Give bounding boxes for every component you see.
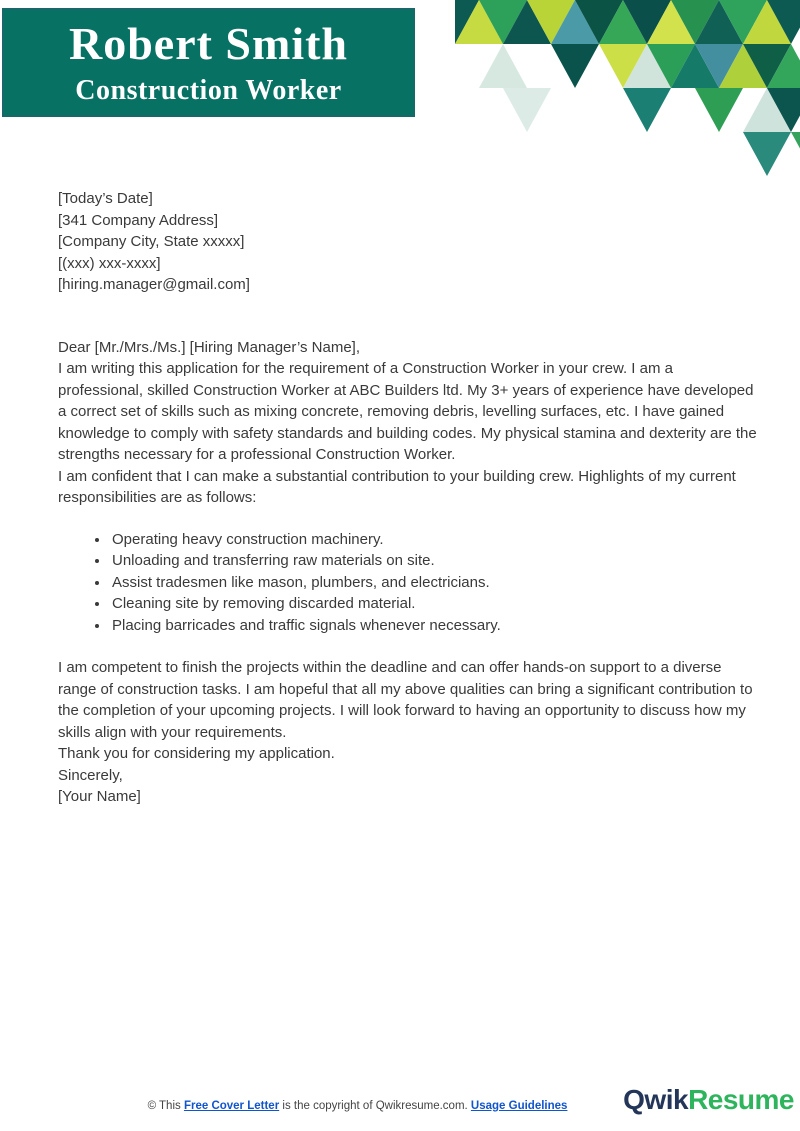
date-placeholder: [Today’s Date] [58, 190, 153, 207]
list-item: • Operating heavy construction machinery. [110, 529, 760, 551]
candidate-job-title: Construction Worker [75, 75, 342, 106]
list-item: • Placing barricades and traffic signals whenever necessary. [110, 615, 760, 637]
closing-word: Sincerely, [58, 766, 123, 784]
list-item: • Assist tradesmen like mason, plumbers, and electricians. [110, 572, 760, 594]
triangle-pattern-graphic [455, 0, 800, 176]
address-line-4: [hiring.manager@gmail.com] [58, 276, 250, 293]
copyright-middle-text: is the copyright of Qwikresume.com. [279, 1100, 471, 1112]
paragraph-introduction: I am writing this application for the requirement of a Construction Worker in your crew. I am a professional, skilled Construction Worker at ABC Builders ltd. My 3+ years of experience have developed a correct set of skills such as mixing concrete, removing debris, levelling surfaces, etc. I have gained knowledge to comply with safety standards and building codes. My physical stamina and dexterity are the strengths necessary for a professional Construction Worker. [58, 360, 757, 463]
logo-text-resume: Resume [688, 1084, 794, 1115]
header-banner [2, 8, 415, 117]
address-line-3: [(xxx) xxx-xxxx] [58, 254, 161, 272]
list-item: • Unloading and transferring raw materials on site. [110, 550, 760, 572]
address-line-2: [Company City, State xxxxx] [58, 233, 245, 250]
qwikresume-logo [623, 1084, 794, 1116]
paragraph-highlights-intro: I am confident that I can make a substantial contribution to your building crew. Highlights of my current responsibilities are as follows: [58, 467, 736, 506]
signature-block [58, 765, 760, 808]
list-item: • Cleaning site by removing discarded material. [110, 593, 760, 615]
signature-placeholder: [Your Name] [58, 788, 141, 805]
copyright-prefix-text: © This [147, 1100, 184, 1112]
recipient-address-block [58, 210, 760, 296]
candidate-name: Robert Smith [68, 18, 349, 69]
free-cover-letter-link[interactable]: Free Cover Letter [183, 1100, 280, 1112]
salutation: Dear [Mr./Mrs./Ms.] [Hiring Manager’s Name], [58, 338, 361, 356]
logo-text-qwik: Qwik [623, 1084, 689, 1115]
copyright-line [0, 1100, 715, 1112]
letter-body [58, 188, 760, 808]
thank-you-line: Thank you for considering my application. [58, 745, 335, 762]
address-line-1: [341 Company Address] [58, 211, 219, 229]
usage-guidelines-link[interactable]: Usage Guidelines [470, 1100, 568, 1112]
responsibilities-list [58, 529, 760, 637]
paragraph-closing-pitch: I am competent to finish the projects within the deadline and can offer hands-on support to a diverse range of construction tasks. I am hopeful that all my above qualities can bring a significant contribution to the completion of your upcoming projects. I will look forward to having an opportunity to discuss how my skills align with your requirements. [58, 659, 753, 741]
